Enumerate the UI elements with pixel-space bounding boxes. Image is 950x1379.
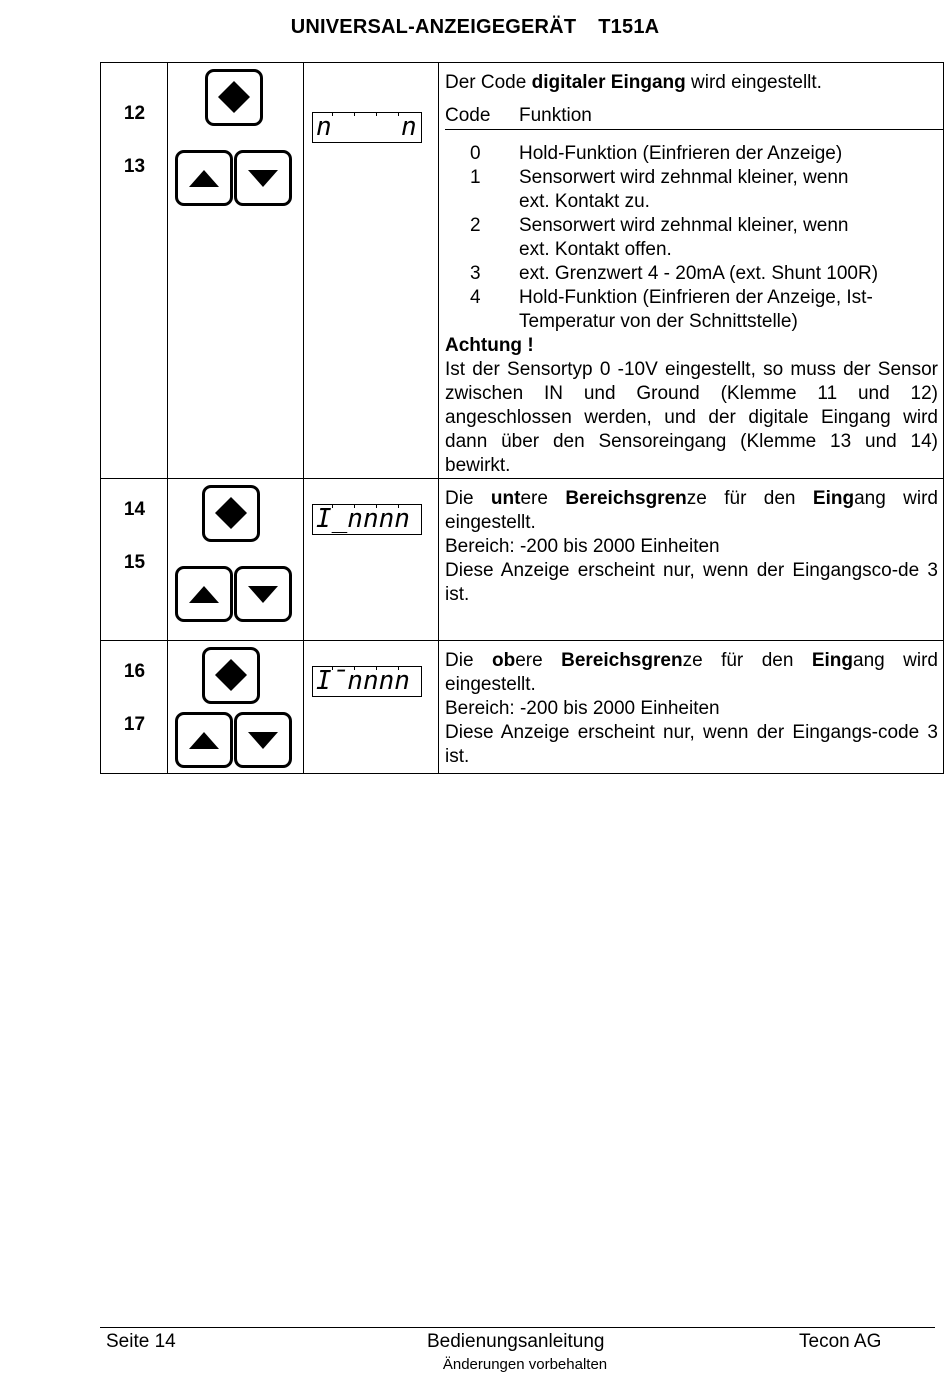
document-name: Bedienungsanleitung <box>427 1331 605 1352</box>
step-number: 17 <box>123 714 146 735</box>
description-segment: ere <box>515 650 562 671</box>
description-segment: Die <box>445 488 491 509</box>
code-table-header <box>445 104 943 130</box>
down-arrow-key-icon <box>234 566 292 622</box>
code-function <box>519 262 938 286</box>
code-value: 0 <box>470 143 481 164</box>
code-header-label: Code <box>445 105 491 126</box>
settings-table <box>100 62 944 774</box>
description-segment: ere <box>520 488 566 509</box>
code-function-line: Hold-Funktion (Einfrieren der Anzeige) <box>519 143 843 164</box>
step-number: 15 <box>123 552 146 573</box>
description-cell <box>439 479 944 641</box>
description-segment: Die <box>445 650 492 671</box>
lcd-display <box>312 504 422 535</box>
down-arrow-key-icon <box>234 150 292 206</box>
lcd-display <box>312 112 422 143</box>
up-arrow-key-icon <box>175 150 233 206</box>
up-arrow-key-icon <box>175 712 233 768</box>
display-column <box>304 63 439 479</box>
code-row <box>445 142 938 166</box>
warning-title: Achtung ! <box>445 335 534 356</box>
code-value: 2 <box>470 215 481 236</box>
page-number: Seite 14 <box>106 1331 176 1352</box>
description-segment: Eing <box>811 650 854 671</box>
code-function-line: Hold-Funktion (Einfrieren der Anzeige, Ist- <box>519 287 873 308</box>
down-arrow-key-icon <box>234 712 292 768</box>
company-name: Tecon AG <box>799 1331 882 1352</box>
footer-note: Änderungen vorbehalten <box>442 1356 608 1373</box>
key-sequence <box>168 641 304 774</box>
warning-text: Ist der Sensortyp 0 -10V eingestellt, so muss der Sensor zwischen IN und Ground (Klemme 11 und 12) angeschlossen werden, und der digitale Eingang wird dann über den Sensoreingang (Klemme 13 und 14) bewirkt. <box>445 359 938 476</box>
description-segment: ang wird eingestellt. <box>445 488 938 533</box>
code-value: 1 <box>470 167 481 188</box>
lcd-text: I_nnnn <box>316 504 410 534</box>
description-segment: ang wird eingestellt. <box>445 650 938 695</box>
code-row <box>445 262 938 286</box>
lcd-text-right: n <box>401 112 417 142</box>
lcd-display <box>312 666 422 697</box>
step-numbers <box>101 63 168 479</box>
document-title: UNIVERSAL-ANZEIGEGERÄT <box>290 16 577 38</box>
code-function-line: ext. Kontakt zu. <box>519 191 650 212</box>
table-row <box>101 641 944 774</box>
code-function-line: Sensorwert wird zehnmal kleiner, wenn <box>519 167 849 188</box>
step-numbers <box>101 479 168 641</box>
code-function <box>519 142 938 166</box>
diamond-key-icon <box>202 485 260 542</box>
description-text <box>445 649 938 697</box>
description-cell <box>439 63 944 479</box>
display-column <box>304 479 439 641</box>
code-function <box>519 166 938 214</box>
code-function-line: Temperatur von der Schnittstelle) <box>519 311 798 332</box>
description-segment: ze für den <box>686 488 813 509</box>
range-text: Bereich: -200 bis 2000 Einheiten <box>445 698 720 719</box>
code-row <box>445 214 938 262</box>
step-number: 12 <box>123 103 146 124</box>
description-segment: ze für den <box>682 650 812 671</box>
description-cell <box>439 641 944 774</box>
footer-divider <box>100 1327 935 1328</box>
code-function-line: ext. Grenzwert 4 - 20mA (ext. Shunt 100R) <box>519 263 879 284</box>
intro-text: Der Code digitaler Eingang wird eingestellt. <box>445 72 822 93</box>
description-segment: ob <box>491 650 516 671</box>
diamond-key-icon <box>205 69 263 126</box>
code-function <box>519 286 938 334</box>
table-row <box>101 479 944 641</box>
up-arrow-key-icon <box>175 566 233 622</box>
function-header-label: Funktion <box>519 105 592 126</box>
code-function-line: Sensorwert wird zehnmal kleiner, wenn <box>519 215 849 236</box>
display-column <box>304 641 439 774</box>
code-value: 3 <box>470 263 481 284</box>
description-segment: Bereichsgren <box>561 650 683 671</box>
description-segment: Eing <box>812 488 855 509</box>
code-value: 4 <box>470 287 481 308</box>
diamond-key-icon <box>202 647 260 704</box>
model-number: T151A <box>598 16 660 38</box>
note-text: Diese Anzeige erscheint nur, wenn der Eingangsco-de 3 ist. <box>445 560 938 605</box>
table-row <box>101 63 944 479</box>
description-text <box>445 487 938 535</box>
range-text: Bereich: -200 bis 2000 Einheiten <box>445 536 720 557</box>
step-number: 13 <box>123 156 146 177</box>
code-row <box>445 166 938 214</box>
lcd-text-left: n <box>316 112 332 142</box>
code-function-line: ext. Kontakt offen. <box>519 239 672 260</box>
key-sequence <box>168 63 304 479</box>
description-segment: unt <box>490 488 521 509</box>
code-list <box>445 142 938 334</box>
code-row <box>445 286 938 334</box>
description-segment: Bereichsgren <box>565 488 687 509</box>
page-header <box>0 16 950 39</box>
code-function <box>519 214 938 262</box>
note-text: Diese Anzeige erscheint nur, wenn der Eingangs-code 3 ist. <box>445 722 938 767</box>
lcd-text: I¯nnnn <box>316 666 410 696</box>
step-numbers <box>101 641 168 774</box>
step-number: 16 <box>123 661 146 682</box>
step-number: 14 <box>123 499 146 520</box>
key-sequence <box>168 479 304 641</box>
